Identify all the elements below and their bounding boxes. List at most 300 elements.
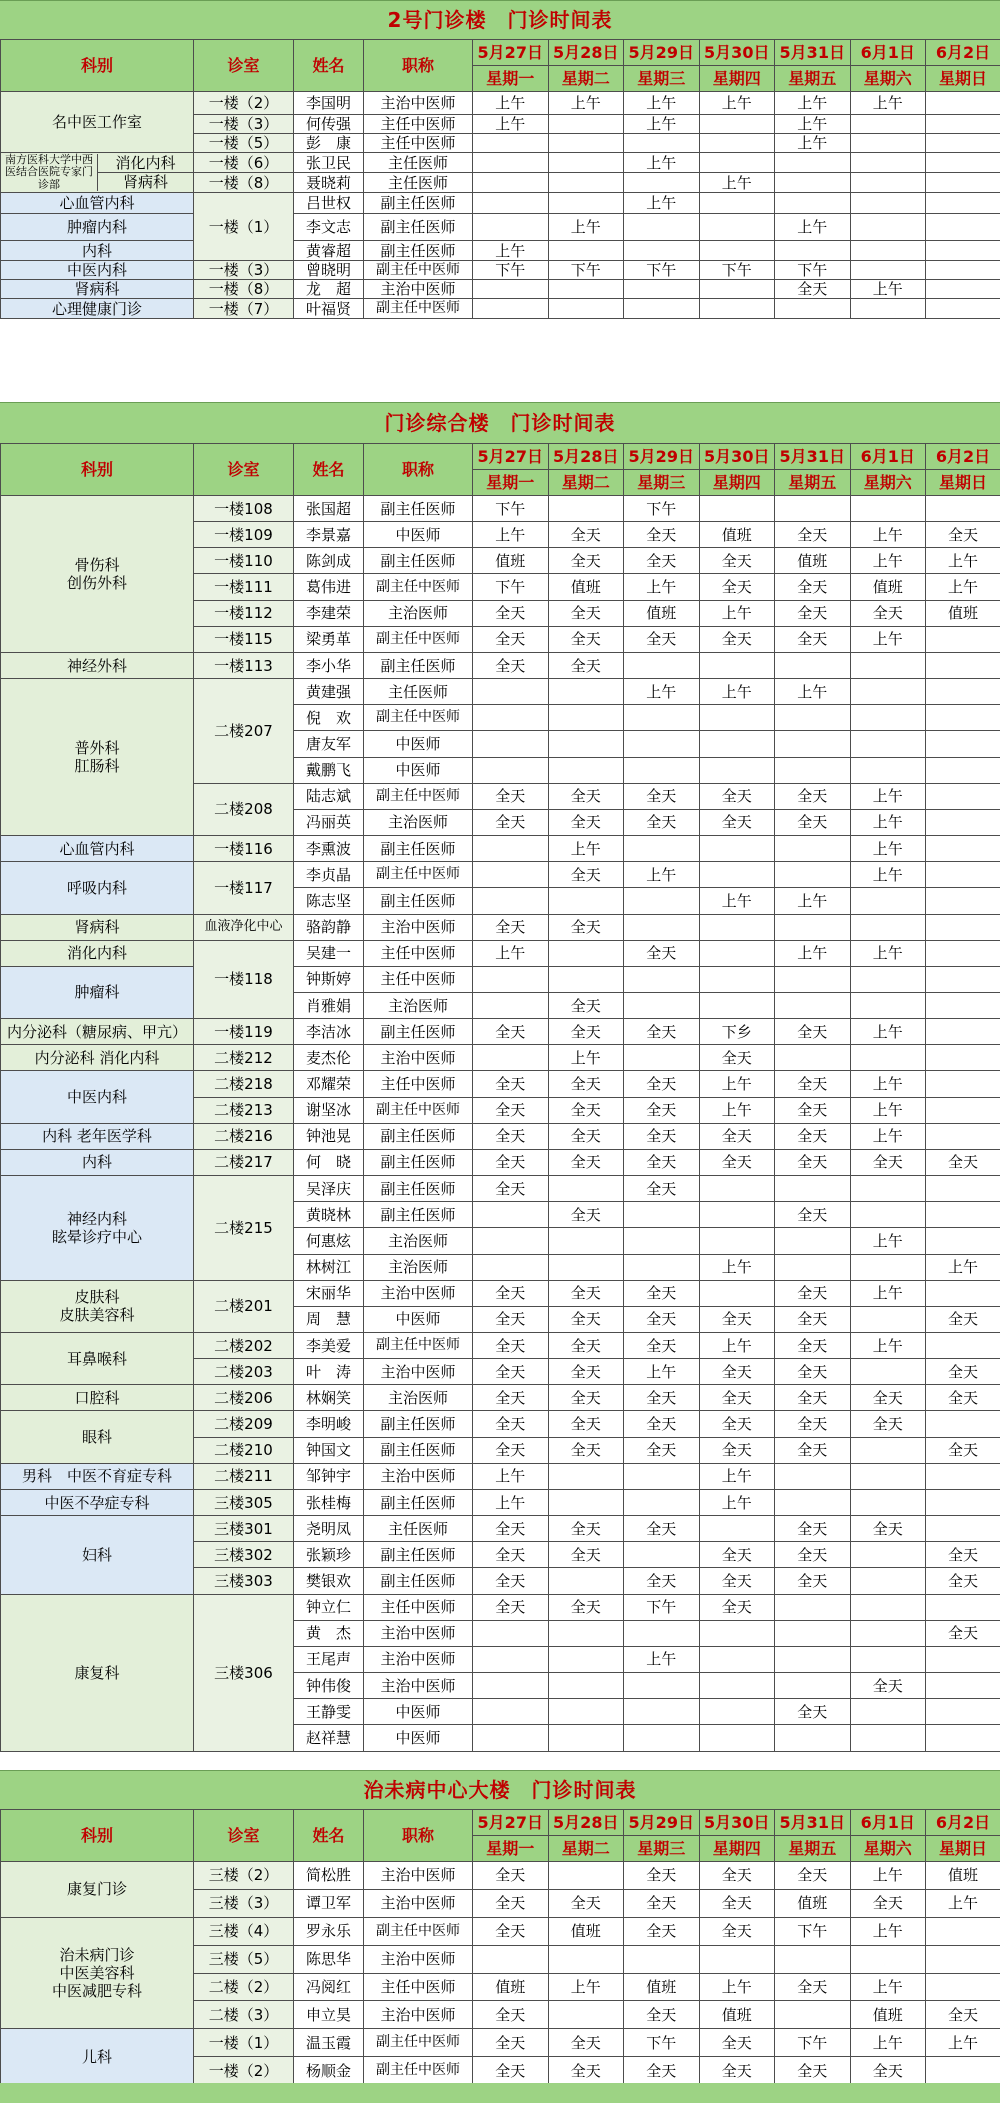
room-cell: 二楼206 bbox=[194, 1385, 294, 1411]
room-cell: 一楼110 bbox=[194, 548, 294, 574]
department-label: 内科 bbox=[81, 241, 112, 260]
department-label: 中医内科 bbox=[66, 1088, 127, 1107]
doctor-title: 中医师 bbox=[364, 522, 473, 548]
doctor-name: 尧明凤 bbox=[294, 1516, 364, 1542]
doctor-title: 主治中医师 bbox=[364, 1280, 473, 1306]
schedule-cell: 全天 bbox=[699, 2029, 775, 2057]
schedule-cell bbox=[926, 757, 1000, 783]
room-cell: 一楼（2） bbox=[194, 92, 294, 115]
doctor-name: 钟斯婷 bbox=[294, 966, 364, 992]
schedule-cell bbox=[699, 1673, 775, 1699]
schedule-cell bbox=[548, 1620, 624, 1646]
schedule-cell: 全天 bbox=[850, 1889, 926, 1917]
doctor-title: 副主任中医师 bbox=[364, 705, 473, 731]
room-cell: 一楼（5） bbox=[194, 134, 294, 153]
schedule-cell bbox=[548, 940, 624, 966]
schedule-cell: 全天 bbox=[775, 1862, 851, 1890]
schedule-cell bbox=[926, 940, 1000, 966]
room-cell: 三楼305 bbox=[194, 1489, 294, 1515]
doctor-name: 李建荣 bbox=[294, 600, 364, 626]
department-cell bbox=[1, 940, 194, 966]
schedule-cell bbox=[699, 1945, 775, 1973]
department-label: 骨伤科 bbox=[74, 555, 120, 574]
department-cell bbox=[1, 652, 194, 678]
schedule-cell bbox=[699, 862, 775, 888]
schedule-cell: 上午 bbox=[473, 92, 549, 115]
header-weekday: 星期六 bbox=[850, 66, 926, 92]
schedule-cell bbox=[850, 679, 926, 705]
header-date: 5月27日 bbox=[473, 1810, 549, 1836]
schedule-cell: 全天 bbox=[699, 1306, 775, 1332]
schedule-cell: 全天 bbox=[850, 1385, 926, 1411]
header-date: 5月29日 bbox=[624, 40, 700, 66]
schedule-cell: 值班 bbox=[473, 1973, 549, 2001]
header-weekday: 星期二 bbox=[548, 66, 624, 92]
table-row bbox=[1, 862, 1000, 888]
doctor-title: 主任中医师 bbox=[364, 1973, 473, 2001]
department-cell bbox=[1, 241, 194, 261]
schedule-cell: 全天 bbox=[775, 1123, 851, 1149]
room-cell: 二楼（3） bbox=[194, 2001, 294, 2029]
schedule-cell: 上午 bbox=[473, 522, 549, 548]
header-date: 5月30日 bbox=[699, 1810, 775, 1836]
schedule-cell: 上午 bbox=[775, 940, 851, 966]
department-cell bbox=[1, 153, 194, 193]
department-label: 眼科 bbox=[81, 1428, 112, 1447]
schedule-cell: 全天 bbox=[699, 626, 775, 652]
doctor-title: 副主任医师 bbox=[364, 1019, 473, 1045]
schedule-cell: 上午 bbox=[775, 888, 851, 914]
schedule-cell: 全天 bbox=[624, 626, 700, 652]
schedule-cell: 全天 bbox=[624, 1097, 700, 1123]
schedule-cell: 上午 bbox=[850, 1019, 926, 1045]
schedule-cell: 全天 bbox=[850, 1411, 926, 1437]
schedule-cell bbox=[548, 299, 624, 319]
schedule-cell bbox=[775, 299, 851, 319]
room-cell: 一楼116 bbox=[194, 836, 294, 862]
schedule-cell: 值班 bbox=[548, 574, 624, 600]
header-weekday: 星期三 bbox=[624, 470, 700, 496]
schedule-cell: 全天 bbox=[624, 1411, 700, 1437]
schedule-cell: 上午 bbox=[548, 92, 624, 115]
doctor-name: 曾晓明 bbox=[294, 261, 364, 280]
schedule-cell bbox=[926, 1725, 1000, 1751]
schedule-cell bbox=[850, 1568, 926, 1594]
doctor-title: 主任中医师 bbox=[364, 134, 473, 153]
schedule-cell: 全天 bbox=[775, 1097, 851, 1123]
room-cell: 一楼108 bbox=[194, 496, 294, 522]
room-cell: 一楼115 bbox=[194, 626, 294, 652]
schedule-cell: 全天 bbox=[624, 940, 700, 966]
doctor-title: 主治中医师 bbox=[364, 1359, 473, 1385]
header-room: 诊室 bbox=[194, 1810, 294, 1862]
schedule-cell: 值班 bbox=[548, 1917, 624, 1945]
header-weekday: 星期日 bbox=[926, 470, 1000, 496]
department-label: 儿科 bbox=[81, 2047, 112, 2066]
schedule-cell bbox=[699, 836, 775, 862]
schedule-cell: 值班 bbox=[473, 548, 549, 574]
schedule-cell: 全天 bbox=[548, 1019, 624, 1045]
schedule-cell bbox=[850, 1202, 926, 1228]
doctor-name: 简松胜 bbox=[294, 1862, 364, 1890]
schedule-cell bbox=[473, 214, 549, 241]
schedule-cell bbox=[775, 1254, 851, 1280]
header-date: 6月1日 bbox=[850, 40, 926, 66]
schedule-cell bbox=[926, 299, 1000, 319]
table-row bbox=[1, 214, 1000, 241]
schedule-cell: 全天 bbox=[850, 1149, 926, 1175]
schedule-cell: 下午 bbox=[624, 1594, 700, 1620]
doctor-name: 宋丽华 bbox=[294, 1280, 364, 1306]
schedule-cell bbox=[926, 809, 1000, 835]
schedule-cell bbox=[775, 1045, 851, 1071]
schedule-cell bbox=[624, 1045, 700, 1071]
schedule-cell bbox=[926, 1045, 1000, 1071]
schedule-cell: 全天 bbox=[699, 1917, 775, 1945]
header-weekday: 星期一 bbox=[473, 1836, 549, 1862]
schedule-cell: 上午 bbox=[699, 600, 775, 626]
doctor-name: 叶 涛 bbox=[294, 1359, 364, 1385]
room-cell: 一楼111 bbox=[194, 574, 294, 600]
table-row bbox=[1, 1280, 1000, 1306]
room-cell: 二楼201 bbox=[194, 1280, 294, 1332]
schedule-cell bbox=[926, 1176, 1000, 1202]
schedule-cell bbox=[926, 914, 1000, 940]
schedule-cell: 下午 bbox=[624, 261, 700, 280]
doctor-title: 主治中医师 bbox=[364, 1045, 473, 1071]
schedule-cell bbox=[473, 757, 549, 783]
table-row bbox=[1, 1019, 1000, 1045]
schedule-cell: 下午 bbox=[624, 2029, 700, 2057]
table-row bbox=[1, 940, 1000, 966]
schedule-cell: 全天 bbox=[775, 1385, 851, 1411]
schedule-cell bbox=[473, 1202, 549, 1228]
schedule-cell: 全天 bbox=[473, 1385, 549, 1411]
schedule-cell bbox=[699, 731, 775, 757]
schedule-cell: 上午 bbox=[548, 214, 624, 241]
department-cell bbox=[1, 1280, 194, 1332]
schedule-cell bbox=[548, 241, 624, 261]
schedule-cell: 上午 bbox=[850, 940, 926, 966]
schedule-cell: 全天 bbox=[473, 1019, 549, 1045]
doctor-name: 陆志斌 bbox=[294, 783, 364, 809]
department-label: 治未病门诊 bbox=[59, 1946, 135, 1964]
header-weekday: 星期五 bbox=[775, 66, 851, 92]
doctor-name: 林树江 bbox=[294, 1254, 364, 1280]
schedule-cell bbox=[699, 966, 775, 992]
schedule-cell: 全天 bbox=[699, 1359, 775, 1385]
doctor-name: 李洁冰 bbox=[294, 1019, 364, 1045]
schedule-cell bbox=[699, 1202, 775, 1228]
schedule-cell: 全天 bbox=[548, 862, 624, 888]
schedule-cell bbox=[473, 1254, 549, 1280]
schedule-cell: 全天 bbox=[548, 600, 624, 626]
schedule-cell bbox=[850, 1542, 926, 1568]
schedule-cell bbox=[473, 1228, 549, 1254]
schedule-cell bbox=[548, 1463, 624, 1489]
schedule-cell: 全天 bbox=[926, 1149, 1000, 1175]
doctor-name: 邓耀荣 bbox=[294, 1071, 364, 1097]
header-date: 5月31日 bbox=[775, 444, 851, 470]
department-label: 中医美容科 bbox=[59, 1964, 135, 1982]
doctor-name: 钟国文 bbox=[294, 1437, 364, 1463]
schedule-cell bbox=[548, 496, 624, 522]
schedule-cell bbox=[548, 173, 624, 193]
doctor-title: 主任中医师 bbox=[364, 1594, 473, 1620]
department-label: 中医不孕症专科 bbox=[44, 1493, 150, 1512]
schedule-cell: 全天 bbox=[473, 1149, 549, 1175]
schedule-cell bbox=[850, 1725, 926, 1751]
department-label: 内科 bbox=[81, 1153, 112, 1172]
schedule-cell: 上午 bbox=[775, 214, 851, 241]
room-cell: 二楼202 bbox=[194, 1333, 294, 1359]
schedule-cell: 上午 bbox=[850, 1917, 926, 1945]
schedule-cell bbox=[624, 705, 700, 731]
schedule-cell: 全天 bbox=[548, 1385, 624, 1411]
schedule-cell: 全天 bbox=[473, 914, 549, 940]
doctor-name: 陈思华 bbox=[294, 1945, 364, 1973]
schedule-cell: 上午 bbox=[850, 1973, 926, 2001]
section-title: 门诊综合楼 门诊时间表 bbox=[0, 402, 1000, 443]
schedule-cell bbox=[850, 299, 926, 319]
doctor-name: 樊银欢 bbox=[294, 1568, 364, 1594]
doctor-name: 谢坚冰 bbox=[294, 1097, 364, 1123]
table-row bbox=[1, 1862, 1000, 1890]
doctor-title: 副主任中医师 bbox=[364, 1097, 473, 1123]
schedule-cell: 全天 bbox=[548, 626, 624, 652]
doctor-name: 李明峻 bbox=[294, 1411, 364, 1437]
schedule-cell: 全天 bbox=[699, 1568, 775, 1594]
schedule-cell: 全天 bbox=[473, 1071, 549, 1097]
schedule-cell: 上午 bbox=[699, 92, 775, 115]
department-label: 内分泌科（糖尿病、甲亢） bbox=[6, 1022, 187, 1041]
room-cell: 二楼203 bbox=[194, 1359, 294, 1385]
schedule-table bbox=[0, 1809, 1000, 2085]
table-row bbox=[1, 261, 1000, 280]
schedule-cell bbox=[624, 1228, 700, 1254]
schedule-cell: 上午 bbox=[850, 280, 926, 299]
room-cell: 二楼211 bbox=[194, 1463, 294, 1489]
schedule-cell bbox=[926, 783, 1000, 809]
schedule-cell bbox=[548, 1862, 624, 1890]
schedule-cell: 全天 bbox=[473, 652, 549, 678]
schedule-cell: 全天 bbox=[548, 1411, 624, 1437]
header-weekday: 星期四 bbox=[699, 1836, 775, 1862]
schedule-cell: 全天 bbox=[926, 1542, 1000, 1568]
schedule-cell bbox=[850, 1646, 926, 1672]
schedule-cell: 全天 bbox=[473, 2029, 549, 2057]
schedule-cell bbox=[850, 888, 926, 914]
schedule-cell: 上午 bbox=[850, 1097, 926, 1123]
schedule-cell bbox=[926, 2057, 1000, 2085]
schedule-cell bbox=[850, 1437, 926, 1463]
schedule-cell bbox=[926, 173, 1000, 193]
schedule-cell bbox=[775, 966, 851, 992]
schedule-cell: 全天 bbox=[775, 626, 851, 652]
department-label: 康复科 bbox=[74, 1663, 120, 1682]
schedule-cell: 值班 bbox=[775, 548, 851, 574]
department-cell bbox=[1, 1123, 194, 1149]
schedule-cell: 上午 bbox=[699, 1489, 775, 1515]
header-date: 5月28日 bbox=[548, 1810, 624, 1836]
schedule-cell bbox=[473, 992, 549, 1018]
schedule-cell bbox=[624, 652, 700, 678]
department-label: 男科 中医不育症专科 bbox=[21, 1467, 172, 1486]
doctor-title: 主任医师 bbox=[364, 1516, 473, 1542]
doctor-name: 梁勇革 bbox=[294, 626, 364, 652]
schedule-cell: 全天 bbox=[473, 1176, 549, 1202]
schedule-cell: 上午 bbox=[775, 115, 851, 134]
schedule-cell bbox=[926, 1333, 1000, 1359]
schedule-cell bbox=[850, 1254, 926, 1280]
doctor-name: 陈剑成 bbox=[294, 548, 364, 574]
room-cell: 一楼119 bbox=[194, 1019, 294, 1045]
schedule-cell: 全天 bbox=[926, 1620, 1000, 1646]
schedule-cell bbox=[548, 193, 624, 214]
schedule-cell bbox=[775, 496, 851, 522]
schedule-cell: 全天 bbox=[548, 2057, 624, 2085]
schedule-cell: 全天 bbox=[624, 1071, 700, 1097]
department-cell bbox=[1, 1411, 194, 1463]
doctor-title: 中医师 bbox=[364, 757, 473, 783]
schedule-cell: 全天 bbox=[548, 1280, 624, 1306]
schedule-cell bbox=[699, 1646, 775, 1672]
schedule-cell bbox=[473, 280, 549, 299]
schedule-cell bbox=[926, 992, 1000, 1018]
room-cell: 一楼（1） bbox=[194, 193, 294, 261]
header-name: 姓名 bbox=[294, 40, 364, 92]
room-cell: 一楼（3） bbox=[194, 115, 294, 134]
schedule-cell bbox=[926, 134, 1000, 153]
schedule-cell: 全天 bbox=[548, 914, 624, 940]
header-date: 5月28日 bbox=[548, 444, 624, 470]
schedule-cell: 全天 bbox=[548, 992, 624, 1018]
schedule-cell: 上午 bbox=[473, 241, 549, 261]
schedule-cell bbox=[850, 1945, 926, 1973]
schedule-cell: 上午 bbox=[850, 1228, 926, 1254]
department-cell bbox=[1, 1516, 194, 1594]
schedule-cell bbox=[624, 966, 700, 992]
schedule-cell: 上午 bbox=[850, 2029, 926, 2057]
department-label: 神经外科 bbox=[66, 656, 127, 675]
table-row bbox=[1, 1516, 1000, 1542]
doctor-name: 黄建强 bbox=[294, 679, 364, 705]
schedule-cell bbox=[926, 1071, 1000, 1097]
schedule-cell bbox=[926, 115, 1000, 134]
schedule-cell: 全天 bbox=[699, 1411, 775, 1437]
schedule-cell bbox=[624, 1202, 700, 1228]
doctor-title: 副主任中医师 bbox=[364, 626, 473, 652]
header-date: 5月31日 bbox=[775, 1810, 851, 1836]
schedule-cell: 全天 bbox=[548, 1097, 624, 1123]
schedule-cell: 上午 bbox=[624, 574, 700, 600]
schedule-cell: 全天 bbox=[624, 2001, 700, 2029]
schedule-cell: 下午 bbox=[624, 496, 700, 522]
schedule-cell: 上午 bbox=[699, 1254, 775, 1280]
doctor-name: 吴泽庆 bbox=[294, 1176, 364, 1202]
schedule-cell bbox=[548, 1945, 624, 1973]
schedule-cell: 全天 bbox=[473, 626, 549, 652]
header-room: 诊室 bbox=[194, 444, 294, 496]
room-cell: 二楼217 bbox=[194, 1149, 294, 1175]
schedule-cell: 全天 bbox=[699, 2057, 775, 2085]
doctor-name: 钟伟俊 bbox=[294, 1673, 364, 1699]
schedule-cell: 全天 bbox=[926, 522, 1000, 548]
schedule-cell: 全天 bbox=[548, 548, 624, 574]
department-cell bbox=[1, 2029, 194, 2085]
room-cell: 一楼（1） bbox=[194, 2029, 294, 2057]
schedule-cell: 上午 bbox=[850, 783, 926, 809]
doctor-title: 主治医师 bbox=[364, 809, 473, 835]
schedule-cell: 全天 bbox=[473, 1411, 549, 1437]
doctor-title: 副主任医师 bbox=[364, 1202, 473, 1228]
schedule-cell: 全天 bbox=[624, 548, 700, 574]
section-title: 2号门诊楼 门诊时间表 bbox=[0, 0, 1000, 39]
doctor-name: 黄晓林 bbox=[294, 1202, 364, 1228]
department-label: 中医减肥专科 bbox=[51, 1982, 142, 2000]
schedule-cell bbox=[699, 153, 775, 173]
schedule-cell: 上午 bbox=[624, 679, 700, 705]
schedule-cell bbox=[473, 193, 549, 214]
schedule-cell: 全天 bbox=[699, 1437, 775, 1463]
department-label: 心血管内科 bbox=[59, 194, 135, 212]
schedule-cell: 全天 bbox=[775, 1359, 851, 1385]
schedule-cell bbox=[926, 731, 1000, 757]
schedule-cell: 上午 bbox=[926, 1254, 1000, 1280]
schedule-cell bbox=[850, 134, 926, 153]
schedule-cell bbox=[926, 1123, 1000, 1149]
schedule-cell bbox=[850, 193, 926, 214]
schedule-cell bbox=[548, 966, 624, 992]
doctor-title: 副主任医师 bbox=[364, 1176, 473, 1202]
doctor-name: 杨顺金 bbox=[294, 2057, 364, 2085]
header-room: 诊室 bbox=[194, 40, 294, 92]
schedule-cell: 上午 bbox=[699, 1071, 775, 1097]
schedule-cell: 上午 bbox=[624, 1646, 700, 1672]
doctor-name: 吴建一 bbox=[294, 940, 364, 966]
schedule-cell: 全天 bbox=[624, 1019, 700, 1045]
doctor-title: 主任中医师 bbox=[364, 966, 473, 992]
header-title: 职称 bbox=[364, 40, 473, 92]
table-row bbox=[1, 836, 1000, 862]
schedule-cell: 全天 bbox=[624, 1437, 700, 1463]
doctor-name: 谭卫军 bbox=[294, 1889, 364, 1917]
room-cell: 一楼112 bbox=[194, 600, 294, 626]
schedule-cell bbox=[548, 1489, 624, 1515]
department-label: 妇科 bbox=[81, 1545, 112, 1564]
schedule-cell: 上午 bbox=[850, 92, 926, 115]
department-label: 中医内科 bbox=[66, 261, 127, 279]
schedule-cell bbox=[699, 134, 775, 153]
schedule-cell: 上午 bbox=[850, 626, 926, 652]
schedule-cell bbox=[699, 940, 775, 966]
doctor-name: 龙 超 bbox=[294, 280, 364, 299]
schedule-cell bbox=[775, 1646, 851, 1672]
room-cell: 三楼（3） bbox=[194, 1889, 294, 1917]
table-row bbox=[1, 299, 1000, 319]
doctor-title: 副主任中医师 bbox=[364, 2029, 473, 2057]
schedule-cell bbox=[624, 836, 700, 862]
schedule-cell bbox=[926, 1097, 1000, 1123]
schedule-cell: 全天 bbox=[473, 1306, 549, 1332]
table-row bbox=[1, 193, 1000, 214]
schedule-cell bbox=[926, 1594, 1000, 1620]
schedule-cell: 全天 bbox=[775, 783, 851, 809]
schedule-cell bbox=[926, 1411, 1000, 1437]
schedule-cell: 全天 bbox=[624, 1306, 700, 1332]
doctor-name: 陈志坚 bbox=[294, 888, 364, 914]
department-label: 康复门诊 bbox=[66, 1880, 127, 1899]
